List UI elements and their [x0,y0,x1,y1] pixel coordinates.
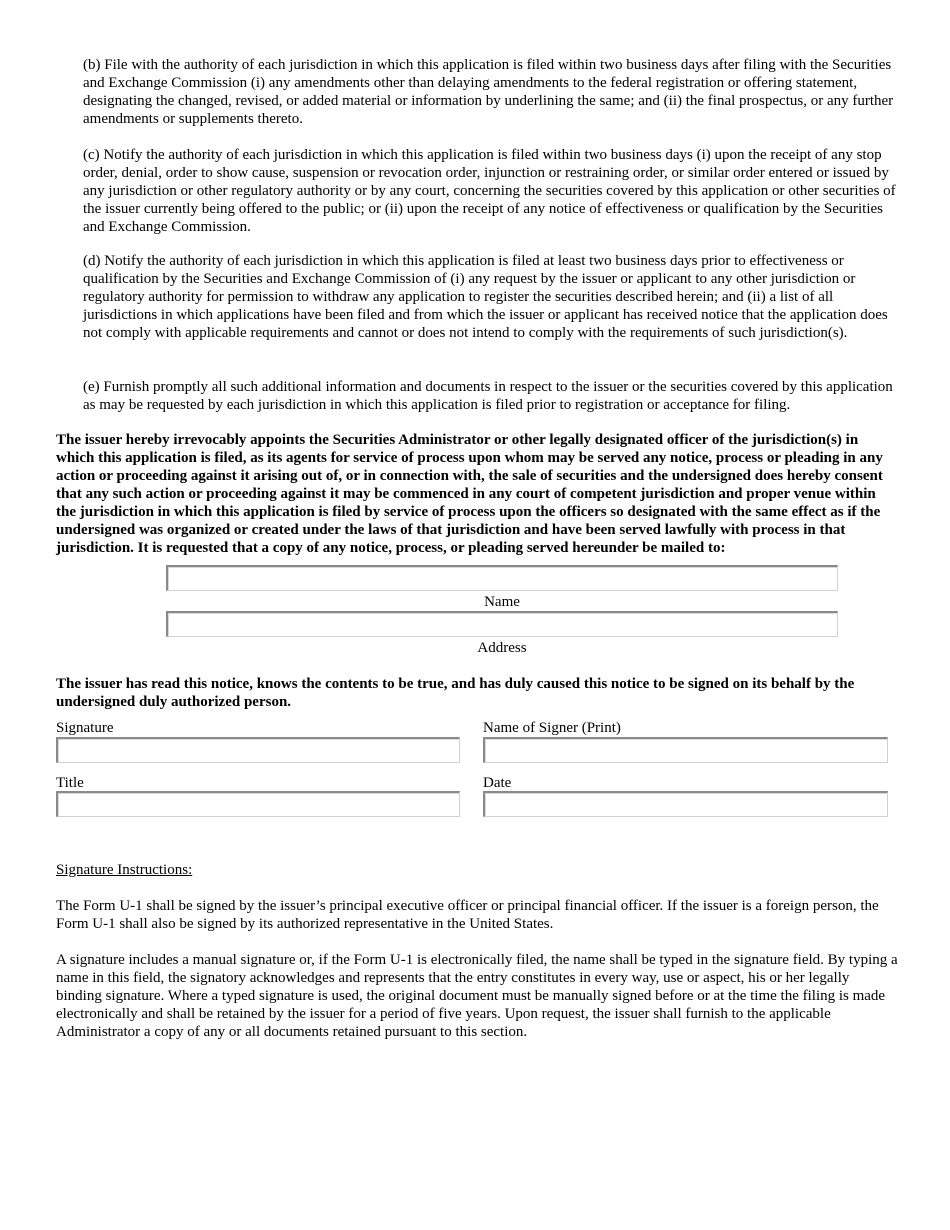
mailing-address-label: Address [477,640,527,656]
signer-name-label: Name of Signer (Print) [483,720,621,736]
signature-instructions-heading: Signature Instructions: [56,862,193,878]
signer-name-field[interactable] [483,737,888,763]
signature-field[interactable] [56,737,460,763]
signature-instructions-paragraph-1: The Form U-1 shall be signed by the issuer’s principal executive officer or principal financial officer. If the issuer is a foreign person, the Form U-1 shall also be signed by its authorized representative in the United States. [56,898,879,932]
service-of-process-appointment: The issuer hereby irrevocably appoints the Securities Administrator or other legally designated officer of the jurisdiction(s) in which this application is filed, as its agents for service of process upon whom may be served any notice, process or pleading in any action or proceeding against it arising out of, or in connection with, the sale of securities and the undersigned does hereby consent that any such action or proceeding against it may be commenced in any court of competent jurisdiction and proper venue within the jurisdiction in which this application is filed by service of process upon the officers so designated with the same effect as if the undersigned was organized or created under the laws of that jurisdiction and have been served lawfully with process in that jurisdiction. It is requested that a copy of any notice, process, or pleading served hereunder be mailed to: [56,432,883,556]
date-field[interactable] [483,791,888,817]
title-field[interactable] [56,791,460,817]
mailing-address-field[interactable] [166,611,838,637]
title-label: Title [56,775,84,791]
undertaking-d: (d) Notify the authority of each jurisdiction in which this application is filed at least two business days prior to effectiveness or qualification by the Securities and Exchange Commission of (i) any request by the issuer or applicant to any other jurisdiction or regulatory authority for permission to withdraw any application to register the securities described herein; and (ii) a list of all jurisdictions in which applications have been filed and from which the issuer or applicant has received notice that the application does not comply with applicable requirements and cannot or does not intend to comply with the requirements of such jurisdiction(s). [83,253,888,341]
date-label: Date [483,775,512,791]
undertaking-c: (c) Notify the authority of each jurisdiction in which this application is filed within two business days (i) upon the receipt of any stop order, denial, order to show cause, suspension or revocation order, injunction or restraining order, or similar order entered or issued by any jurisdiction or other regulatory authority or by any court, concerning the securities covered by this application or other securities of the issuer currently being offered to the public; or (ii) upon the receipt of any notice of effectiveness or qualification by the Securities and Exchange Commission. [83,147,896,235]
undertaking-b: (b) File with the authority of each jurisdiction in which this application is filed within two business days after filing with the Securities and Exchange Commission (i) any amendments other than delaying amendments to the federal registration or offering statement, designating the changed, revised, or added material or information by underlining the same; and (ii) the final prospectus, or any further amendments or supplements thereto. [83,57,894,127]
signature-instructions-paragraph-2: A signature includes a manual signature or, if the Form U-1 is electronically filed, the name shall be typed in the signature field. By typing a name in this field, the signatory acknowledges and represents that the entry constitutes in every way, use or aspect, his or her legally binding signature. Where a typed signature is used, the original document must be manually signed before or at the time the filing is made electronically and shall be retained by the issuer for a period of five years. Upon request, the issuer shall furnish to the applicable Administrator a copy of any or all documents retained pursuant to this section. [56,952,898,1040]
notice-statement: The issuer has read this notice, knows the contents to be true, and has duly caused this notice to be signed on its behalf by the undersigned duly authorized person. [56,676,855,710]
mailing-name-field[interactable] [166,565,838,591]
mailing-name-label: Name [484,594,520,610]
signature-label: Signature [56,720,114,736]
undertaking-e: (e) Furnish promptly all such additional information and documents in respect to the issuer or the securities covered by this application as may be requested by each jurisdiction in which this application is filed prior to registration or acceptance for filing. [83,379,893,413]
